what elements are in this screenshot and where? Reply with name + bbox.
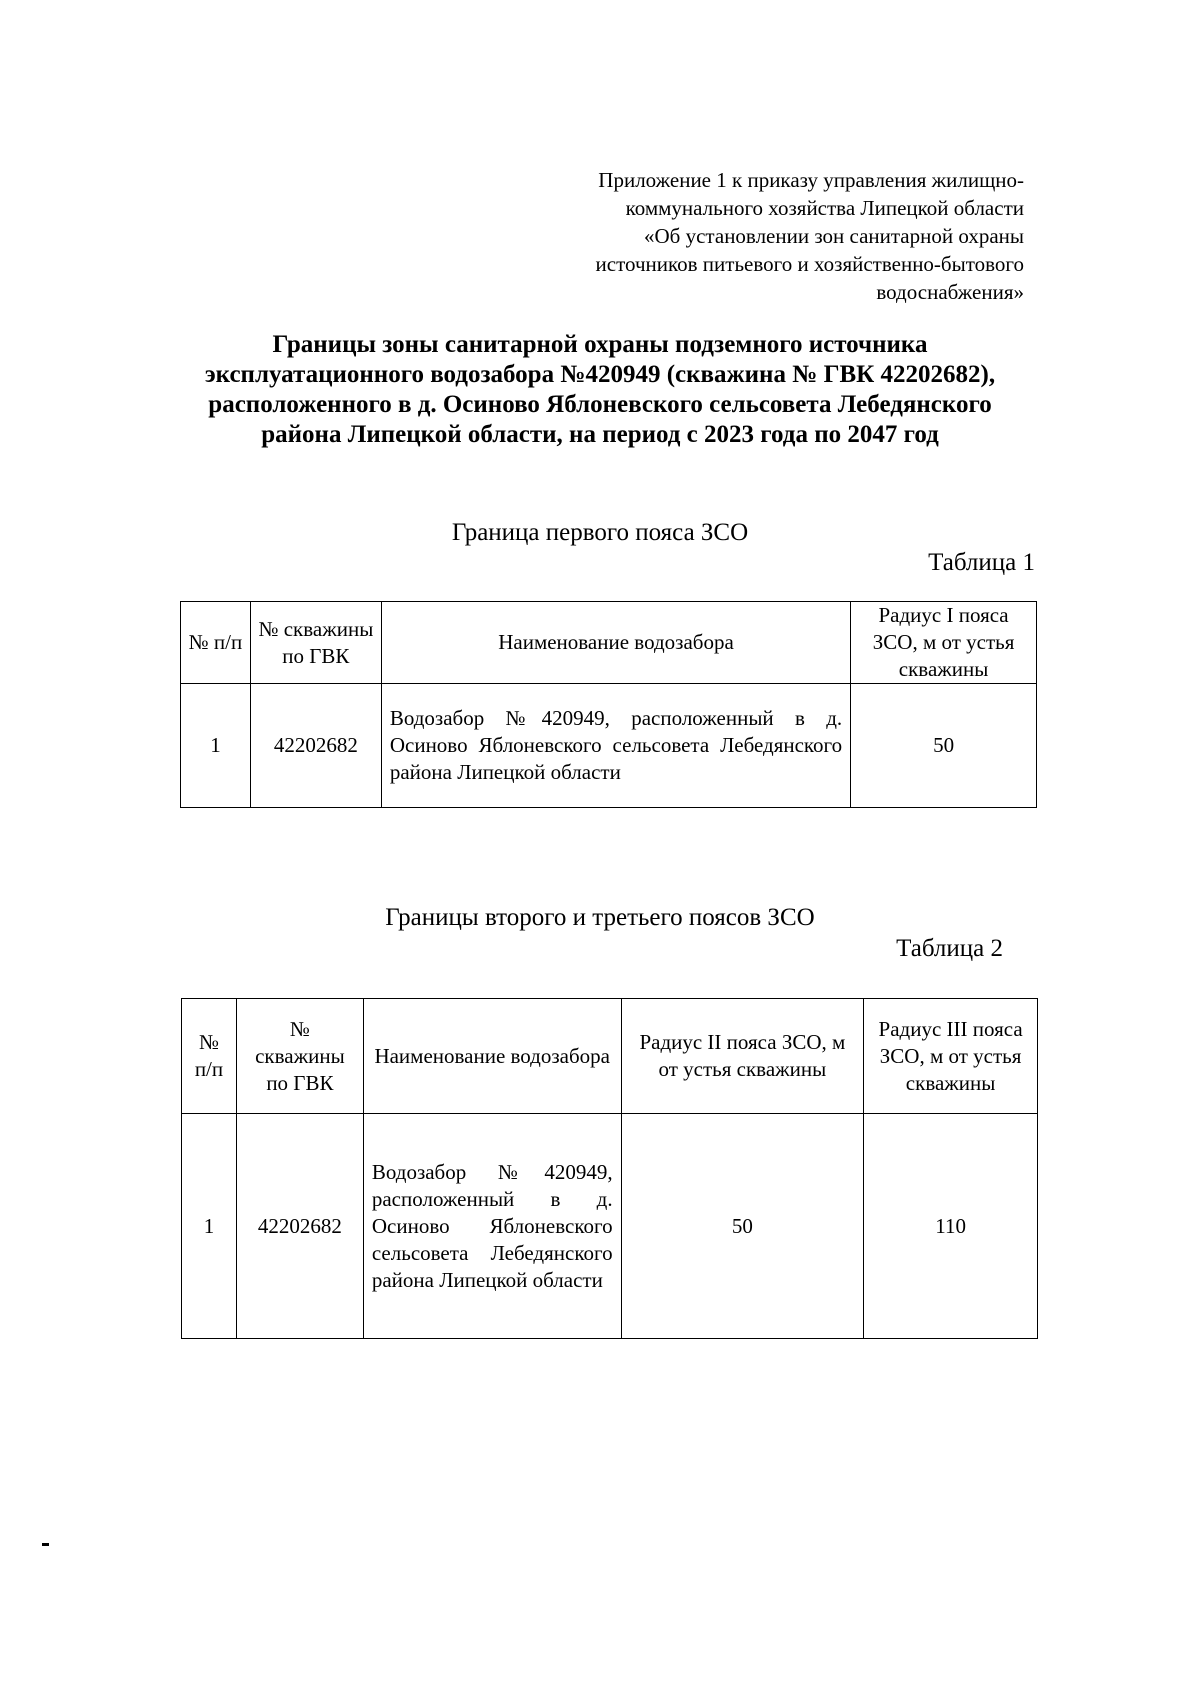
radius-iii-cell: 110 (864, 1114, 1038, 1339)
title-line: расположенного в д. Осиново Яблоневского сельсовета Лебедянского (208, 391, 992, 418)
document-title (150, 330, 1050, 450)
radius-cell: 50 (851, 684, 1037, 808)
annex-line: водоснабжения» (876, 280, 1024, 304)
title-line: эксплуатационного водозабора №420949 (скважина № ГВК 42202682), (204, 361, 996, 388)
intake-name-cell: Водозабор №420949, расположенный в д. Осиново Яблоневского сельсовета Лебедянского района Липецкой области (381, 684, 850, 808)
title-line: района Липецкой области, на период с 2023 года по 2047 год (261, 421, 939, 448)
table-2 (181, 998, 1038, 1339)
annex-line: источников питьевого и хозяйственно-бытового (595, 252, 1024, 276)
annex-note (560, 166, 1024, 306)
table2-heading: Границы второго и третьего поясов ЗСО (385, 904, 815, 931)
table-1 (180, 601, 1037, 808)
header-cell: Радиус I пояса ЗСО, м от устья скважины (851, 602, 1037, 684)
well-id-cell: 42202682 (250, 684, 381, 808)
table2-label: Таблица 2 (896, 935, 1003, 962)
header-cell: Радиус II пояса ЗСО, м от устья скважины (621, 999, 864, 1114)
table1-heading: Граница первого пояса ЗСО (451, 519, 749, 546)
table-row (181, 684, 1037, 808)
table-header-row (181, 602, 1037, 684)
header-cell: Наименование водозабора (363, 999, 621, 1114)
intake-name-cell: Водозабор №420949, расположенный в д. Осиново Яблоневского сельсовета Лебедянского района Липецкой области (363, 1114, 621, 1339)
header-cell: № п/п (182, 999, 237, 1114)
header-cell: № скважины по ГВК (250, 602, 381, 684)
row-number-cell: 1 (181, 684, 251, 808)
well-id-cell: 42202682 (236, 1114, 363, 1339)
table-row (182, 1114, 1038, 1339)
scan-mark (42, 1543, 49, 1546)
annex-line: коммунального хозяйства Липецкой области (625, 196, 1024, 220)
radius-ii-cell: 50 (621, 1114, 864, 1339)
annex-line: «Об установлении зон санитарной охраны (644, 224, 1024, 248)
header-cell: Наименование водозабора (381, 602, 850, 684)
table1-label: Таблица 1 (928, 549, 1035, 576)
title-line: Границы зоны санитарной охраны подземного источника (272, 331, 928, 358)
annex-line: Приложение 1 к приказу управления жилищно- (598, 168, 1024, 192)
table-header-row (182, 999, 1038, 1114)
header-cell: № п/п (181, 602, 251, 684)
row-number-cell: 1 (182, 1114, 237, 1339)
header-cell: № скважины по ГВК (236, 999, 363, 1114)
header-cell: Радиус III пояса ЗСО, м от устья скважины (864, 999, 1038, 1114)
